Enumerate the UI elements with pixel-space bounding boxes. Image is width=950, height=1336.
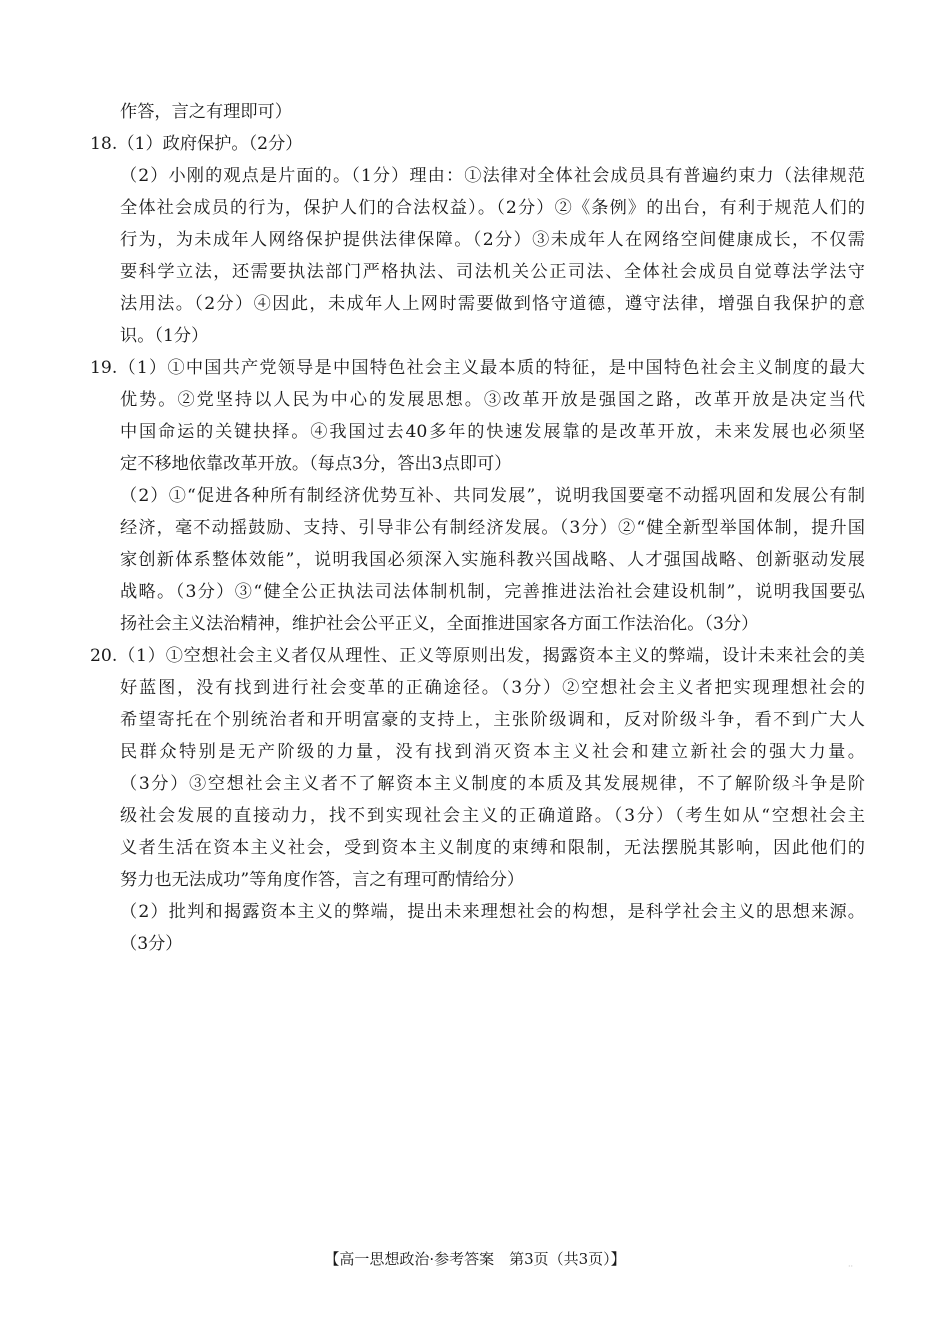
text-line: 级社会发展的直接动力，找不到实现社会主义的正确道路。（3分）（考生如从“空想社会主 [120, 806, 865, 826]
answer-content [90, 96, 865, 960]
q18-answer [90, 128, 865, 352]
text-line: 识。（1分） [120, 326, 209, 346]
text-line: （2）①“促进各种所有制经济优势互补、共同发展”，说明我国要毫不动摇巩固和发展公有制 [120, 486, 865, 506]
text-line: 19.（1）①中国共产党领导是中国特色社会主义最本质的特征，是中国特色社会主义制度的最大 [90, 358, 865, 378]
scan-mark: ·· [848, 1262, 854, 1271]
text-line: 行为，为未成年人网络保护提供法律保障。（2分）③未成年人在网络空间健康成长，不仅需 [120, 230, 865, 250]
text-line: 民群众特别是无产阶级的力量，没有找到消灭资本主义社会和建立新社会的强大力量。 [120, 742, 865, 762]
text-line: 要科学立法，还需要执法部门严格执法、司法机关公正司法、全体社会成员自觉尊法学法守 [120, 262, 865, 282]
text-line: 扬社会主义法治精神，维护社会公平正义，全面推进国家各方面工作法治化。（3分） [120, 614, 759, 634]
page-footer: 【高一思想政治·参考答案 第3页（共3页）】 [324, 1250, 626, 1268]
text-line: 中国命运的关键抉择。④我国过去40多年的快速发展靠的是改革开放，未来发展也必须坚 [120, 422, 865, 442]
text-line: 全体社会成员的行为，保护人们的合法权益）。（2分）②《条例》的出台，有利于规范人们的 [120, 198, 865, 218]
text-line: 战略。（3分）③“健全公正执法司法体制机制，完善推进法治社会建设机制”，说明我国要弘 [120, 582, 865, 602]
text-line: （2）小刚的观点是片面的。（1分）理由：①法律对全体社会成员具有普遍约束力（法律规范 [120, 166, 865, 186]
text-line: 作答，言之有理即可） [120, 102, 292, 122]
text-line: 经济，毫不动摇鼓励、支持、引导非公有制经济发展。（3分）②“健全新型举国体制，提升国 [120, 518, 865, 538]
q19-answer [90, 352, 865, 640]
q17-tail [90, 96, 865, 128]
text-line: （3分） [120, 934, 183, 954]
text-line: （3分）③空想社会主义者不了解资本主义制度的本质及其发展规律，不了解阶级斗争是阶 [120, 774, 865, 794]
q18-part1: 18.（1）政府保护。（2分） [90, 134, 303, 154]
text-line: 定不移地依靠改革开放。（每点3分，答出3点即可） [120, 454, 512, 474]
text-line: （2）批判和揭露资本主义的弊端，提出未来理想社会的构想，是科学社会主义的思想来源。 [120, 902, 865, 922]
text-line: 希望寄托在个别统治者和开明富豪的支持上，主张阶级调和，反对阶级斗争，看不到广大人 [120, 710, 865, 730]
text-line: 家创新体系整体效能”，说明我国必须深入实施科教兴国战略、人才强国战略、创新驱动发展 [120, 550, 865, 570]
text-line: 优势。②党坚持以人民为中心的发展思想。③改革开放是强国之路，改革开放是决定当代 [120, 390, 865, 410]
text-line: 法用法。（2分）④因此，未成年人上网时需要做到恪守道德，遵守法律，增强自我保护的意 [120, 294, 865, 314]
text-line: 努力也无法成功”等角度作答，言之有理可酌情给分） [120, 870, 525, 890]
text-line: 义者生活在资本主义社会，受到资本主义制度的束缚和限制，无法摆脱其影响，因此他们的 [120, 838, 865, 858]
text-line: 好蓝图，没有找到进行社会变革的正确途径。（3分）②空想社会主义者把实现理想社会的 [120, 678, 865, 698]
text-line: 20.（1）①空想社会主义者仅从理性、正义等原则出发，揭露资本主义的弊端，设计未来社会的美 [90, 646, 865, 666]
q20-answer [90, 640, 865, 960]
